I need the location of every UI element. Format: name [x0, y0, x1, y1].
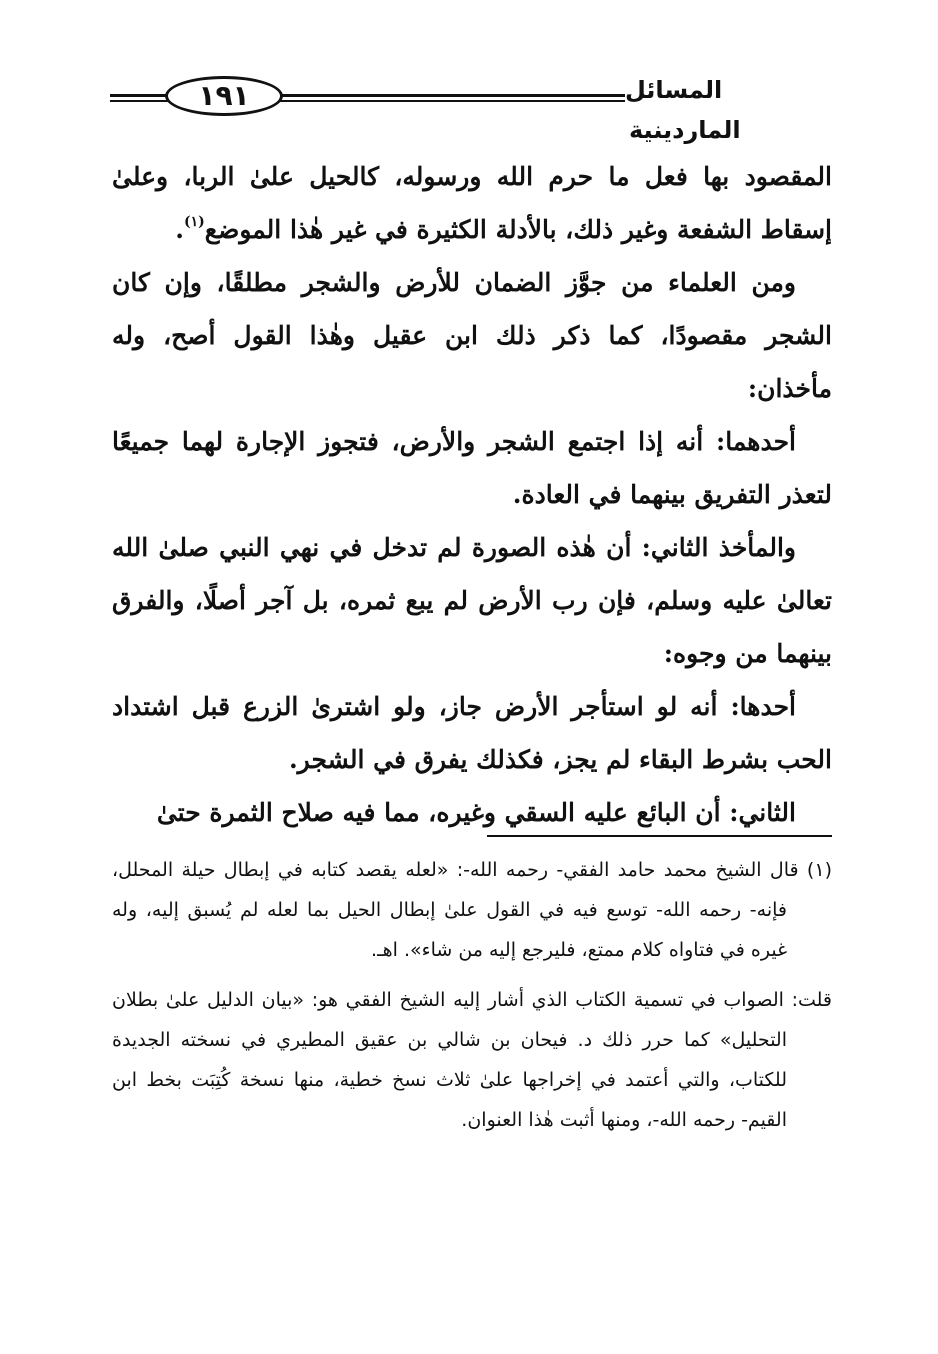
page-number: ١٩١	[165, 76, 283, 116]
paragraph-1-text: المقصود بها فعل ما حرم الله ورسوله، كالحيل علىٰ الربا، وعلىٰ إسقاط الشفعة وغير ذلك، بالأدلة الكثيرة في غير هٰذا الموضع	[112, 162, 832, 244]
footnote-1: (١) قال الشيخ محمد حامد الفقي- رحمه الله-: «لعله يقصد كتابه في إبطال حيلة المحلل، فإنه- رحمه الله- توسع فيه في القول علىٰ إبطال الحيل بما لعله لم يُسبق إليه، وله غيره في فتاواه كلام ممتع، فليرجع إليه من شاء». اهـ.	[112, 859, 832, 961]
footnote-separator	[487, 835, 832, 837]
footnote-reference: (١)	[184, 214, 205, 230]
footnotes	[112, 850, 832, 1140]
page-header	[110, 70, 830, 144]
paragraph-3: أحدهما: أنه إذا اجتمع الشجر والأرض، فتجوز الإجارة لهما جميعًا لتعذر التفريق بينهما في العادة.	[112, 427, 832, 509]
header-rule-left	[110, 94, 170, 97]
footnote-comment: قلت: الصواب في تسمية الكتاب الذي أشار إليه الشيخ الفقي هو: «بيان الدليل علىٰ بطلان التحليل» كما حرر ذلك د. فيحان بن شالي بن عقيق المطيري في نسخته الجديدة للكتاب، والتي أعتمد في إخراجها علىٰ ثلاث نسخ خطية، منها نسخة كُتِبَت بخط ابن القيم- رحمه الله-، ومنها أثبت هٰذا العنوان.	[112, 989, 832, 1131]
running-title-text: المسائل الماردينية	[625, 76, 741, 144]
paragraph-5: أحدها: أنه لو استأجر الأرض جاز، ولو اشترىٰ الزرع قبل اشتداد الحب بشرط البقاء لم يجز، فكذلك يفرق في الشجر.	[112, 692, 832, 774]
paragraph-2: ومن العلماء من جوَّز الضمان للأرض والشجر مطلقًا، وإن كان الشجر مقصودًا، كما ذكر ذلك ابن عقيل وهٰذا القول أصح، وله مأخذان:	[112, 268, 832, 403]
paragraph-1	[112, 150, 832, 256]
paragraph-6: الثاني: أن البائع عليه السقي وغيره، مما فيه صلاح الثمرة حتىٰ	[156, 798, 796, 827]
paragraph-1-end: .	[175, 215, 184, 244]
running-title	[625, 70, 830, 150]
paragraph-4: والمأخذ الثاني: أن هٰذه الصورة لم تدخل في نهي النبي صلىٰ الله تعالىٰ عليه وسلم، فإن رب الأرض لم يبع ثمره، بل آجر أصلًا، والفرق بينهما من وجوه:	[112, 533, 832, 668]
header-rule-middle	[280, 94, 645, 97]
main-text	[112, 150, 832, 839]
